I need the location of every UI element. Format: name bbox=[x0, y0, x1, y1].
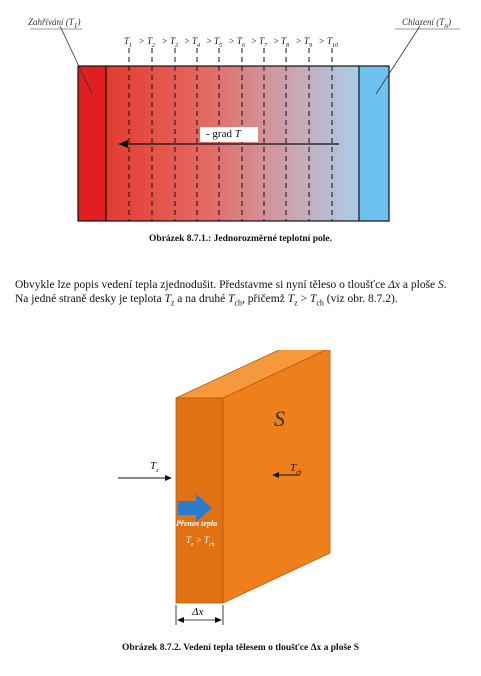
greater-than-symbol: > bbox=[228, 36, 235, 46]
temperature-label: $T_2$ bbox=[147, 36, 156, 49]
figure1-caption: Obrázek 8.7.1.: Jednorozměrné teplotní pole. bbox=[149, 234, 332, 244]
transfer-label: Přenos tepla bbox=[176, 519, 218, 528]
greater-than-symbol: > bbox=[318, 36, 325, 46]
temperature-sequence bbox=[0, 36, 481, 52]
hot-wall bbox=[78, 66, 106, 221]
temperature-label: $T_8$ bbox=[281, 36, 290, 49]
temperature-label: $T_3$ bbox=[170, 36, 179, 49]
body-paragraph bbox=[15, 278, 477, 310]
temperature-label: $T_{10}$ bbox=[327, 36, 339, 49]
temperature-label: $T_6$ bbox=[237, 36, 246, 49]
temperature-label: $T_4$ bbox=[192, 36, 201, 49]
plate-figure bbox=[0, 350, 481, 635]
tch-label: $T_{ch}$ bbox=[290, 462, 302, 477]
greater-than-symbol: > bbox=[206, 36, 213, 46]
greater-than-symbol: > bbox=[138, 36, 145, 46]
inequality-label: $T_z > T_{ch}$ bbox=[186, 535, 215, 548]
temperature-label: $T_1$ bbox=[124, 36, 133, 49]
temperature-label: $T_7$ bbox=[259, 36, 268, 49]
temperature-label: $T_5$ bbox=[214, 36, 223, 49]
paragraph-line-2: Na jedné straně desky je teplota $T_z$ a na druhé $T_{ch}$, přičemž $T_z > T_{ch}$ (viz obr. 8.7.2). bbox=[15, 293, 398, 308]
greater-than-symbol: > bbox=[295, 36, 302, 46]
cooling-label: Chlazení $(T_n)$ bbox=[402, 17, 452, 30]
greater-than-symbol: > bbox=[184, 36, 191, 46]
greater-than-symbol: > bbox=[161, 36, 168, 46]
greater-than-symbol: > bbox=[273, 36, 280, 46]
temperature-label: $T_9$ bbox=[304, 36, 313, 49]
cold-wall bbox=[359, 66, 389, 221]
figure2-caption: Obrázek 8.7.2. Vedení tepla tělesem o tloušťce Δx a ploše S bbox=[121, 643, 360, 653]
paragraph-line-1: Obvykle lze popis vedení tepla zjednodušit. Představme si nyní těleso o tloušťce Δx a ploše S. bbox=[15, 279, 447, 291]
tz-label: $T_z$ bbox=[150, 460, 159, 475]
temperature-field-figure bbox=[0, 0, 481, 230]
surface-label: S bbox=[274, 406, 285, 431]
grad-label: - grad T bbox=[206, 128, 241, 140]
greater-than-symbol: > bbox=[251, 36, 258, 46]
thickness-label: Δx bbox=[192, 606, 204, 618]
heating-label: Zahřívání $(T_1)$ bbox=[28, 17, 81, 30]
